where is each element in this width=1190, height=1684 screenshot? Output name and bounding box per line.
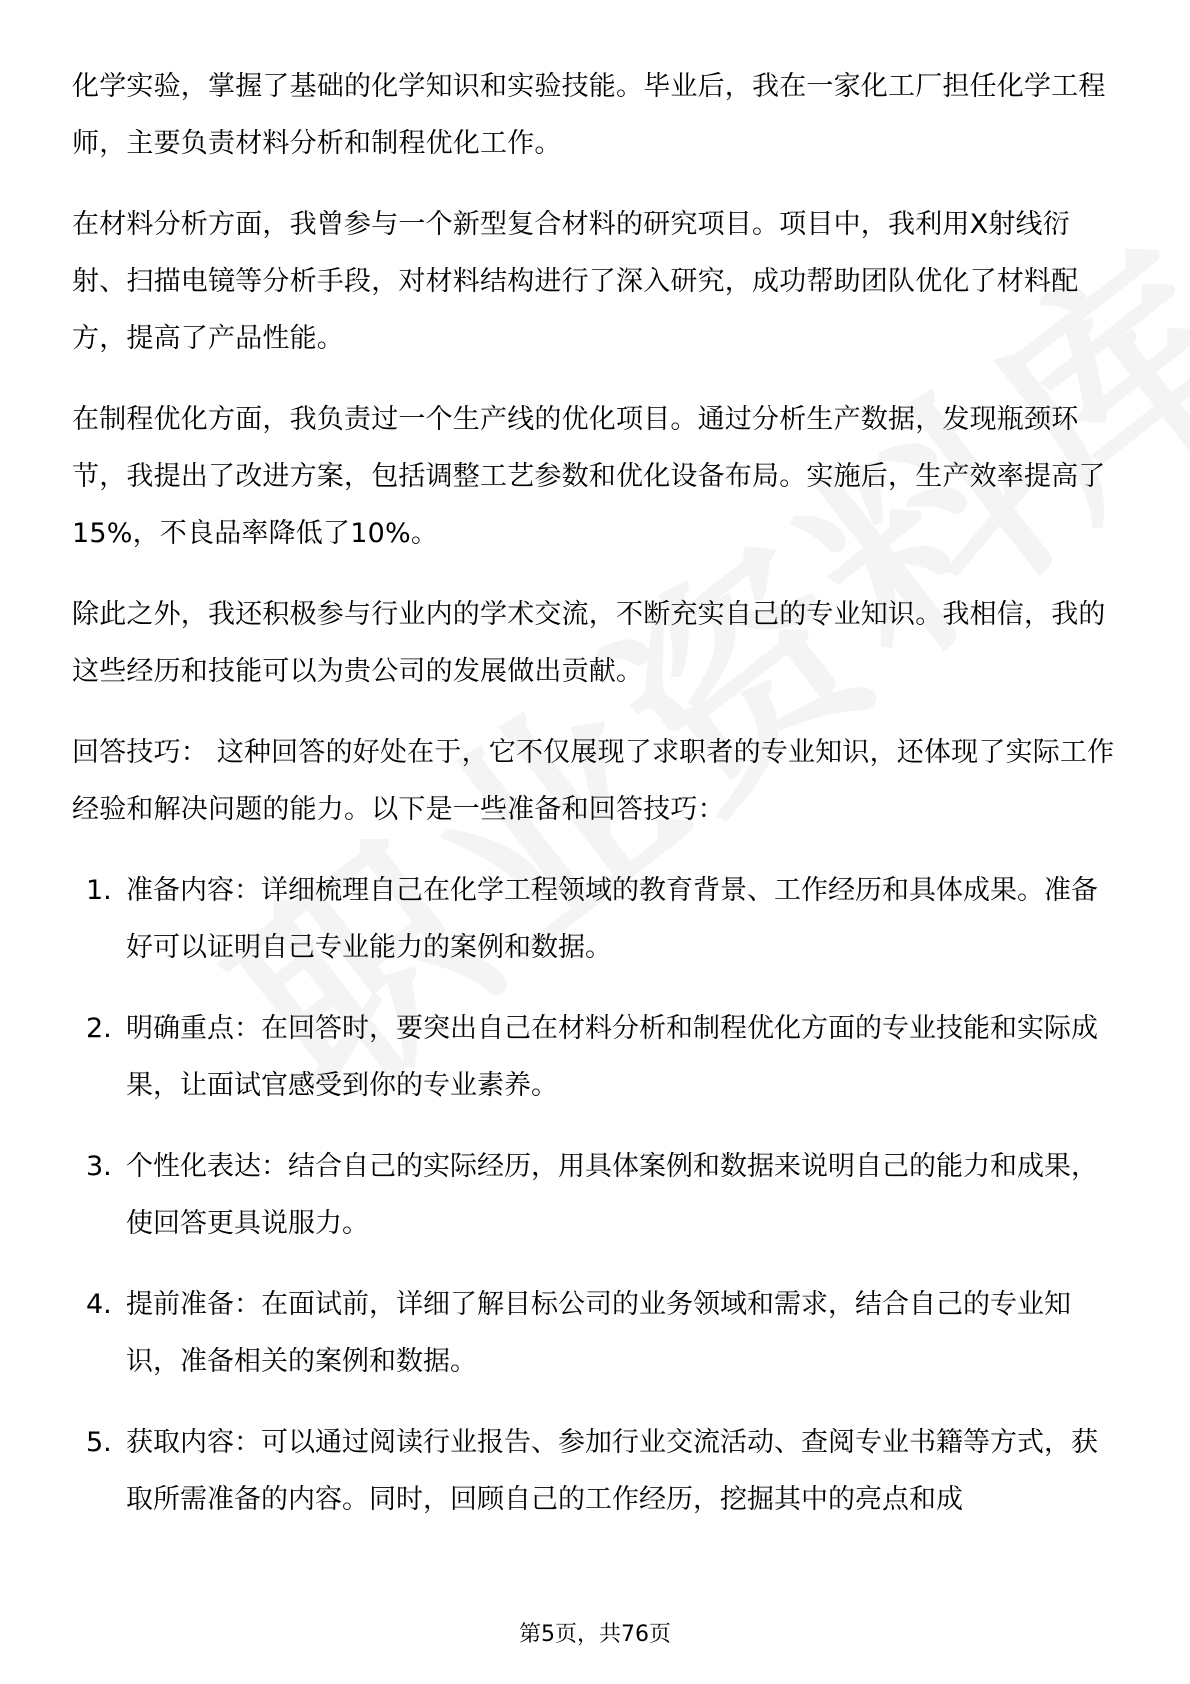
list-item-text: 准备内容：详细梳理自己在化学工程领域的教育背景、工作经历和具体成果。准备好可以证明自己专业能力的案例和数据。 bbox=[126, 875, 1098, 963]
list-item-text: 提前准备：在面试前，详细了解目标公司的业务领域和需求，结合自己的专业知识，准备相关的案例和数据。 bbox=[126, 1289, 1071, 1377]
document-body bbox=[72, 58, 1122, 1552]
paragraph: 除此之外，我还积极参与行业内的学术交流，不断充实自己的专业知识。我相信，我的这些经历和技能可以为贵公司的发展做出贡献。 bbox=[72, 599, 1106, 687]
page-footer bbox=[0, 1620, 1190, 1650]
list-number: 2. bbox=[86, 1013, 112, 1044]
answer-tips-intro: 回答技巧： 这种回答的好处在于，它不仅展现了求职者的专业知识，还体现了实际工作经验和解决问题的能力。以下是一些准备和回答技巧： bbox=[72, 737, 1115, 825]
page-number: 第5页，共76页 bbox=[519, 1622, 671, 1647]
tips-list bbox=[72, 862, 1122, 1528]
list-item-text: 个性化表达：结合自己的实际经历，用具体案例和数据来说明自己的能力和成果，使回答更具说服力。 bbox=[126, 1151, 1098, 1239]
list-item-text: 明确重点：在回答时，要突出自己在材料分析和制程优化方面的专业技能和实际成果，让面试官感受到你的专业素养。 bbox=[126, 1013, 1098, 1101]
list-item bbox=[72, 1138, 1122, 1252]
paragraph: 在制程优化方面，我负责过一个生产线的优化项目。通过分析生产数据，发现瓶颈环节，我提出了改进方案，包括调整工艺参数和优化设备布局。实施后，生产效率提高了15%，不良品率降低了10%。 bbox=[72, 404, 1106, 549]
list-number: 1. bbox=[86, 875, 112, 906]
list-item bbox=[72, 1414, 1122, 1528]
list-number: 4. bbox=[86, 1289, 112, 1320]
list-item bbox=[72, 1276, 1122, 1390]
list-number: 3. bbox=[86, 1151, 112, 1182]
paragraph: 化学实验，掌握了基础的化学知识和实验技能。毕业后，我在一家化工厂担任化学工程师，主要负责材料分析和制程优化工作。 bbox=[72, 71, 1106, 159]
list-item-text: 获取内容：可以通过阅读行业报告、参加行业交流活动、查阅专业书籍等方式，获取所需准备的内容。同时，回顾自己的工作经历，挖掘其中的亮点和成 bbox=[126, 1427, 1098, 1515]
list-number: 5. bbox=[86, 1427, 112, 1458]
list-item bbox=[72, 862, 1122, 976]
paragraph: 在材料分析方面，我曾参与一个新型复合材料的研究项目。项目中，我利用X射线衍射、扫描电镜等分析手段，对材料结构进行了深入研究，成功帮助团队优化了材料配方，提高了产品性能。 bbox=[72, 209, 1079, 354]
list-item bbox=[72, 1000, 1122, 1114]
